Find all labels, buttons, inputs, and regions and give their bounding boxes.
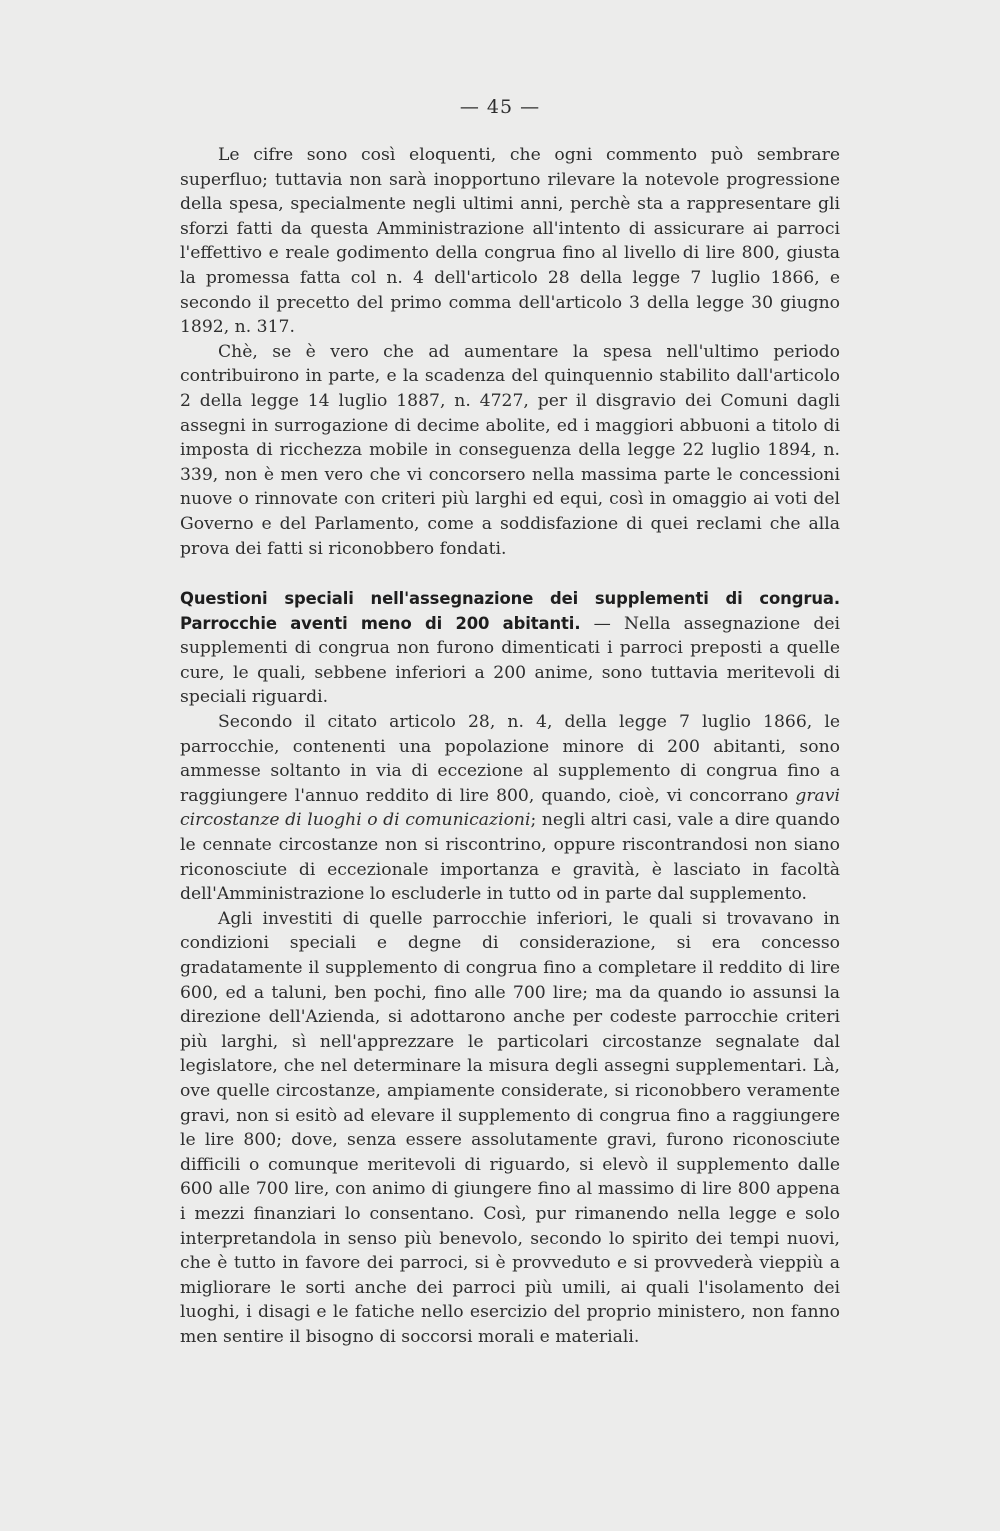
paragraph-4	[180, 710, 840, 907]
paragraph-5: Agli investiti di quelle parrocchie inferiori, le quali si trovavano in condizioni speciali e degne di considerazione, si era concesso gradatamente il supplemento di congrua fino a completare il reddito di lire 600, ed a taluni, ben pochi, fino alle 700 lire; ma da quando io assunsi la direzione dell'Azienda, si adottarono anche per codeste parrocchie criteri più larghi, sì nell'apprezzare le particolari circostanze segnalate dal legislatore, che nel determinare la misura degli assegni supplementari. Là, ove quelle circostanze, ampiamente considerate, si riconobbero veramente gravi, non si esitò ad elevare il supplemento di congrua fino a raggiungere le lire 800; dove, senza essere assolutamente gravi, furono riconosciute difficili o comunque meritevoli di riguardo, si elevò il supplemento dalle 600 alle 700 lire, con animo di giungere fino al massimo di lire 800 appena i mezzi finanziari lo consentano. Così, pur rimanendo nella legge e solo interpretandola in senso più benevolo, secondo lo spirito dei tempi nuovi, che è tutto in favore dei parroci, si è provveduto e si provvederà vieppiù a migliorare le sorti anche dei parroci più umili, ai quali l'isolamento dei luoghi, i disagi e le fatiche nello esercizio del proprio ministero, non fanno men sentire il bisogno di soccorsi morali e materiali.	[180, 908, 840, 1347]
paragraph-2: Chè, se è vero che ad aumentare la spesa nell'ultimo periodo contribuirono in parte, e la scadenza del quinquennio stabilito dall'articolo 2 della legge 14 luglio 1887, n. 4727, per il disgravio dei Comuni dagli assegni in surrogazione di decime abolite, ed i maggiori abbuoni a titolo di imposta di ricchezza mobile in conseguenza della legge 22 luglio 1894, n. 339, non è men vero che vi concorsero nella massima parte le concessioni nuove o rinnovate con criteri più larghi ed equi, così in omaggio ai voti del Governo e del Parlamento, come a soddisfazione di quei reclami che alla prova dei fatti si riconobbero fondati.	[180, 341, 840, 559]
paragraph-3	[180, 587, 840, 710]
paragraph-4-text-b: ; negli altri casi, vale a dire quando le cennate circostanze non si riscontrino, oppure riscontrandosi non siano riconosciute di eccezionale importanza e gravità, è lasciato in facoltà dell'Amministrazione lo escluderle in tutto od in parte dal supplemento.	[180, 810, 840, 905]
page-number: — 45 —	[459, 96, 541, 118]
body-text	[180, 143, 840, 1350]
section-heading: Questioni speciali nell'assegnazione dei supplementi di congrua. Parrocchie aventi meno di 200 abitanti.	[180, 589, 840, 633]
paragraph-4-italic: gravi circostanze di luoghi o di comunicazioni	[180, 785, 840, 831]
paragraph-3-text: — Nella assegnazione dei supplementi di congrua non furono dimenticati i parroci preposti a quelle cure, le quali, sebbene inferiori a 200 anime, sono tuttavia meritevoli di speciali riguardi.	[180, 613, 841, 708]
paragraph-4-text-a: Secondo il citato articolo 28, n. 4, della legge 7 luglio 1866, le parrocchie, contenenti una popolazione minore di 200 abitanti, sono ammesse soltanto in via di eccezione al supplemento di congrua fino a raggiungere l'annuo reddito di lire 800, quando, cioè, vi concorrano	[180, 712, 840, 806]
paragraph-1: Le cifre sono così eloquenti, che ogni commento può sembrare superfluo; tuttavia non sarà inopportuno rilevare la notevole progressione della spesa, specialmente negli ultimi anni, perchè sta a rappresentare gli sforzi fatti da questa Amministrazione all'intento di assicurare ai parroci l'effettivo e reale godimento della congrua fino al livello di lire 800, giusta la promessa fatta col n. 4 dell'articolo 28 della legge 7 luglio 1866, e secondo il precetto del primo comma dell'articolo 3 della legge 30 giugno 1892, n. 317.	[180, 145, 840, 338]
